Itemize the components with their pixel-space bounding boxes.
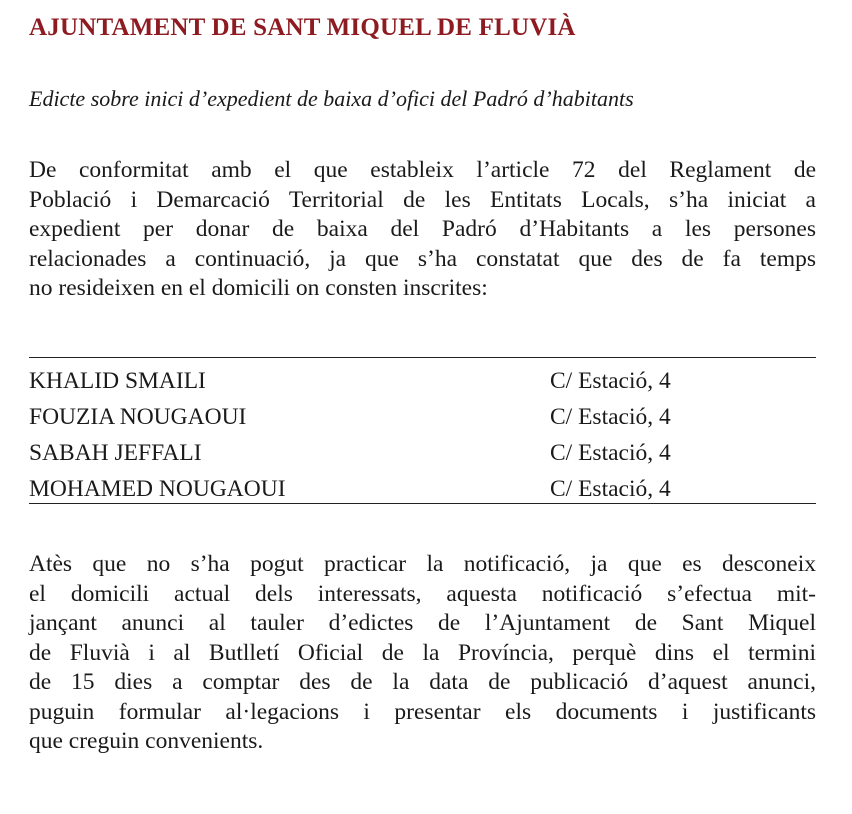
person-address: C/ Estació, 4 — [550, 440, 671, 466]
paragraph-line: de Fluvià i al Butlletí Oficial de la Província, perquè dins el termini — [29, 639, 816, 666]
paragraph-line: De conformitat amb el que estableix l’article 72 del Reglament de — [29, 157, 816, 183]
closing-paragraph — [29, 550, 816, 757]
paragraph-line: puguin formular al·legacions i presentar els documents i justificants — [29, 698, 816, 725]
intro-paragraph — [29, 156, 816, 304]
paragraph-line: el domicili actual dels interessats, aquesta notificació s’efectua mit- — [29, 580, 816, 607]
person-address: C/ Estació, 4 — [550, 404, 671, 430]
person-address: C/ Estació, 4 — [550, 368, 671, 394]
paragraph-line: Població i Demarcació Territorial de les Entitats Locals, s’ha iniciat a — [29, 186, 816, 213]
table-top-rule — [29, 357, 816, 358]
paragraph-line: jançant anunci al tauler d’edictes de l’Ajuntament de Sant Miquel — [29, 610, 816, 636]
person-name: MOHAMED NOUGAOUI — [29, 476, 286, 502]
edict-subtitle: Edicte sobre inici d’expedient de baixa d’ofici del Padró d’habitants — [29, 86, 634, 111]
person-row — [29, 399, 816, 435]
person-row — [29, 471, 816, 507]
person-row — [29, 363, 816, 399]
person-name: KHALID SMAILI — [29, 368, 206, 394]
paragraph-line: Atès que no s’ha pogut practicar la notificació, ja que es desconeix — [29, 551, 816, 577]
persons-table — [29, 363, 816, 507]
paragraph-line: no resideixen en el domicili on consten inscrites: — [29, 275, 488, 301]
paragraph-line: que creguin convenients. — [29, 728, 264, 754]
person-name: SABAH JEFFALI — [29, 440, 202, 466]
council-heading: AJUNTAMENT DE SANT MIQUEL DE FLUVIÀ — [29, 14, 576, 41]
person-row — [29, 435, 816, 471]
paragraph-line: de 15 dies a comptar des de la data de publicació d’aquest anunci, — [29, 669, 816, 695]
paragraph-line: expedient per donar de baixa del Padró d’Habitants a les persones — [29, 216, 816, 242]
paragraph-line: relacionades a continuació, ja que s’ha constatat que des de fa temps — [29, 245, 816, 272]
person-name: FOUZIA NOUGAOUI — [29, 404, 247, 430]
table-bottom-rule — [29, 503, 816, 504]
person-address: C/ Estació, 4 — [550, 476, 671, 502]
